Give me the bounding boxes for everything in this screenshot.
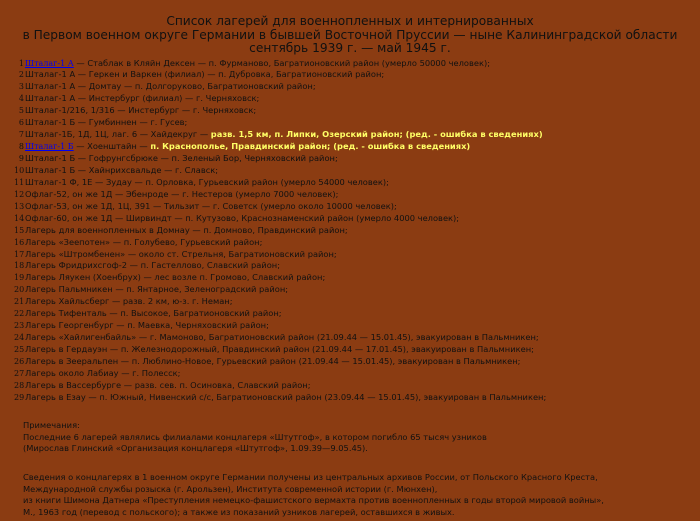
notes-line: Последние 6 лагерей являлись филиалами концлагеря «Штутгоф», в котором погибло 65 тысяч узников (23, 431, 487, 442)
page-title (0, 0, 700, 56)
list-item-number: 8 (18, 142, 24, 152)
list-item-text: Лагерь Фридрихсгоф-2 — п. Гастеллово, Славский район; (25, 260, 280, 271)
list-item (14, 249, 700, 261)
list-item-content (25, 93, 259, 105)
list-item-content (25, 368, 180, 380)
list-item-content (25, 344, 534, 356)
list-item-text: Лагерь в Зееральпен — п. Люблино-Новое, Гурьевский район (21.09.44 — 15.01.45), эвакуирован в Пальмникен; (25, 355, 521, 366)
list-item (14, 58, 700, 70)
list-item-content (25, 225, 348, 237)
sources-section (23, 472, 604, 518)
list-item (14, 380, 700, 392)
list-item-text: Лагерь «Хайлигенбайль» — г. Мамоново, Багратионовский район (21.09.44 — 15.01.45), эвакуирован в Пальмникен; (25, 332, 539, 343)
list-item-content (25, 58, 490, 70)
list-item-number: 29 (14, 392, 25, 402)
list-item-text: Лагерь Ляукен (Хоенбрух) — лес возле п. Громово, Славский район; (25, 272, 326, 283)
list-item (14, 69, 700, 81)
list-item (14, 189, 700, 201)
list-item-text: Шталаг-1 Ф, 1Е — Зудау — п. Орловка, Гурьевский район (умерло 54000 человек); (25, 176, 389, 187)
list-item-number: 6 (18, 118, 24, 128)
list-item-number: 23 (14, 321, 25, 331)
list-item-content (25, 201, 397, 213)
list-item (14, 296, 700, 308)
list-item-content (25, 249, 337, 261)
list-item-text: Офлаг-52, он же 1Д — Эбенроде — г. Нестеров (умерло 7000 человек); (25, 188, 339, 199)
list-item-text: Шталаг-1/216, 1/316 — Инстербург — г. Черняховск; (25, 105, 257, 116)
list-item-text: Шталаг-1 А — Инстербург (филиал) — г. Черняховск; (25, 93, 260, 104)
list-item (14, 260, 700, 272)
list-item-text: Лагерь для военнопленных в Домнау — п. Домново, Правдинский район; (25, 224, 348, 235)
list-item (14, 356, 700, 368)
list-item (14, 392, 700, 404)
list-item-number: 9 (18, 154, 24, 163)
list-item (14, 308, 700, 320)
editor-correction: разв. 1,5 км, п. Липки, Озерский район; (ред. - ошибка в сведениях) (210, 129, 543, 140)
list-item-text: Шталаг-1Б, 1Д, 1Ц, лаг. 6 — Хайдекруг — (25, 129, 211, 140)
list-item-number: 15 (14, 225, 25, 235)
list-item-content (25, 380, 311, 392)
list-item-number: 22 (14, 309, 25, 319)
list-item-text: Лагерь в Езау — п. Южный, Нивенский с/с, Багратионовский район (23.09.44 — 15.01.45), эвакуирован в Пальмникен; (25, 391, 547, 402)
list-item-content (25, 177, 389, 189)
list-item-content (25, 129, 543, 141)
list-item-number: 5 (18, 106, 24, 116)
list-item-content (25, 105, 256, 117)
list-item-text: Лагерь около Лабиау — г. Полесск; (25, 367, 181, 378)
list-item (14, 284, 700, 296)
list-item-number: 17 (14, 249, 25, 259)
list-item-content (25, 165, 218, 177)
title-line-2: в Первом военном округе Германии в бывшей Восточной Пруссии — ныне Калининградской области (22, 27, 678, 42)
list-item (14, 129, 700, 141)
list-item-content (25, 392, 546, 404)
sources-line: из книги Шимона Датнера «Преступления немецко-фашистского вермахта против военнопленных в годы второй мировой войны», (23, 495, 604, 505)
list-item (14, 213, 700, 225)
list-item-text: — Хоенштайн — (73, 141, 151, 152)
list-item (14, 165, 700, 177)
list-item-content (25, 296, 233, 308)
list-item-content (25, 260, 280, 272)
list-item (14, 105, 700, 117)
list-item (14, 237, 700, 249)
list-item-text: Лагерь «Зеепотен» — п. Голубево, Гурьевский район; (25, 236, 263, 247)
list-item-content (25, 320, 269, 332)
list-item-number: 24 (14, 333, 25, 343)
list-item-number: 7 (18, 130, 24, 140)
list-item-number: 20 (14, 285, 25, 295)
list-item (14, 320, 700, 332)
camp-list (0, 58, 700, 404)
list-item-text: Лагерь Тифенталь — п. Высокое, Багратионовский район; (25, 308, 282, 319)
list-item (14, 177, 700, 189)
list-item (14, 153, 700, 165)
editor-correction: п. Краснополье, Правдинский район; (ред. - ошибка в сведениях) (150, 141, 471, 152)
list-item-number: 28 (14, 380, 25, 390)
list-item-content (25, 237, 262, 249)
list-item-number: 21 (14, 297, 25, 307)
list-item-content (25, 81, 316, 93)
list-item-text: Лагерь Георгенбург — п. Маевка, Черняховский район; (25, 320, 269, 331)
sources-line: Сведения о концлагерях в 1 военном округе Германии получены из центральных архивов России, от Польского Красного Креста, (23, 472, 598, 482)
list-item (14, 141, 700, 153)
list-item-content (25, 153, 338, 165)
list-item-number: 1 (18, 58, 24, 68)
list-item-text: Шталаг-1 Б — Хайнрихсвальде — г. Славск; (25, 164, 219, 175)
list-item-content (25, 213, 459, 225)
list-item-number: 26 (14, 356, 25, 366)
camp-link[interactable]: Шталаг-1 Б (25, 142, 74, 152)
list-item-number: 27 (14, 368, 25, 378)
list-item-content (25, 272, 325, 284)
list-item-number: 3 (18, 82, 24, 92)
sources-line: Международной службы розыска (г. Арользен), Института современной истории (г. Мюнхен), (23, 483, 438, 494)
notes-section (23, 420, 487, 455)
list-item (14, 201, 700, 213)
list-item-text: — Стаблак в Кляйн Дексен — п. Фурманово, Багратионовский район (умерло 50000 человек); (73, 57, 491, 68)
list-item (14, 225, 700, 237)
list-item (14, 117, 700, 129)
list-item (14, 344, 700, 356)
camp-link[interactable]: Шталаг-1 А (25, 58, 74, 68)
list-item-content (25, 189, 338, 201)
list-item-number: 16 (14, 237, 25, 247)
list-item-number: 12 (14, 189, 25, 199)
list-item-number: 14 (14, 213, 25, 223)
list-item-text: Лагерь Хайльсберг — разв. 2 км, ю-з. г. Неман; (25, 296, 233, 307)
list-item-content (25, 332, 539, 344)
list-item-content (25, 141, 470, 153)
list-item-content (25, 117, 187, 129)
list-item-number: 10 (14, 165, 25, 175)
notes-heading: Примечания: (23, 420, 80, 430)
list-item-text: Шталаг-1 Б — Гумбиннен — г. Гусев; (25, 117, 188, 128)
list-item-text: Лагерь в Гердауэн — п. Железнодорожный, Правдинский район (21.09.44 — 17.01.45), эвакуирован в Пальмникен; (25, 344, 534, 354)
list-item-number: 2 (18, 70, 24, 80)
list-item-text: Шталаг-1 А — Геркен и Варкен (филиал) — п. Дубровка, Багратионовский район; (25, 69, 385, 80)
list-item-content (25, 356, 520, 368)
list-item-number: 4 (18, 94, 24, 104)
list-item-text: Лагерь «Штромбенен» — около ст. Стрельня, Багратионовский район; (25, 248, 337, 259)
sources-line: М., 1963 год (перевод с польского); а также из показаний узников лагерей, оставшихся в живых. (23, 506, 455, 517)
list-item-text: Лагерь Пальмникен — п. Янтарное, Зеленоградский район; (25, 284, 289, 295)
list-item-number: 11 (14, 177, 25, 187)
list-item (14, 272, 700, 284)
list-item (14, 93, 700, 105)
list-item-content (25, 69, 384, 81)
list-item-number: 18 (14, 261, 25, 271)
list-item-text: Офлаг-60, он же 1Д — Ширвиндт — п. Кутузово, Краснознаменский район (умерло 4000 человек); (25, 212, 460, 223)
list-item-text: Офлаг-53, он же 1Д, 1Ц, 391 — Тильзит — г. Советск (умерло около 10000 человек); (25, 200, 397, 211)
title-line-3: сентябрь 1939 г. — май 1945 г. (249, 41, 451, 55)
list-item (14, 368, 700, 380)
list-item (14, 81, 700, 93)
list-item (14, 332, 700, 344)
list-item-content (25, 284, 288, 296)
list-item-text: Лагерь в Вассербурге — разв. сев. п. Осиновка, Славский район; (25, 379, 311, 390)
title-line-1: Список лагерей для военнопленных и интернированных (166, 14, 534, 28)
notes-line: (Мирослав Глинский «Организация концлагеря «Штутгоф», 1.09.39—9.05.45). (23, 443, 368, 453)
list-item-number: 25 (14, 345, 25, 354)
list-item-text: Шталаг-1 А — Домтау — п. Долгоруково, Багратионовский район; (25, 81, 316, 92)
list-item-text: Шталаг-1 Б — Гофрунгсбрюке — п. Зеленый Бор, Черняховский район; (25, 153, 338, 163)
list-item-number: 19 (14, 273, 25, 283)
list-item-content (25, 308, 282, 320)
list-item-number: 13 (14, 201, 25, 211)
